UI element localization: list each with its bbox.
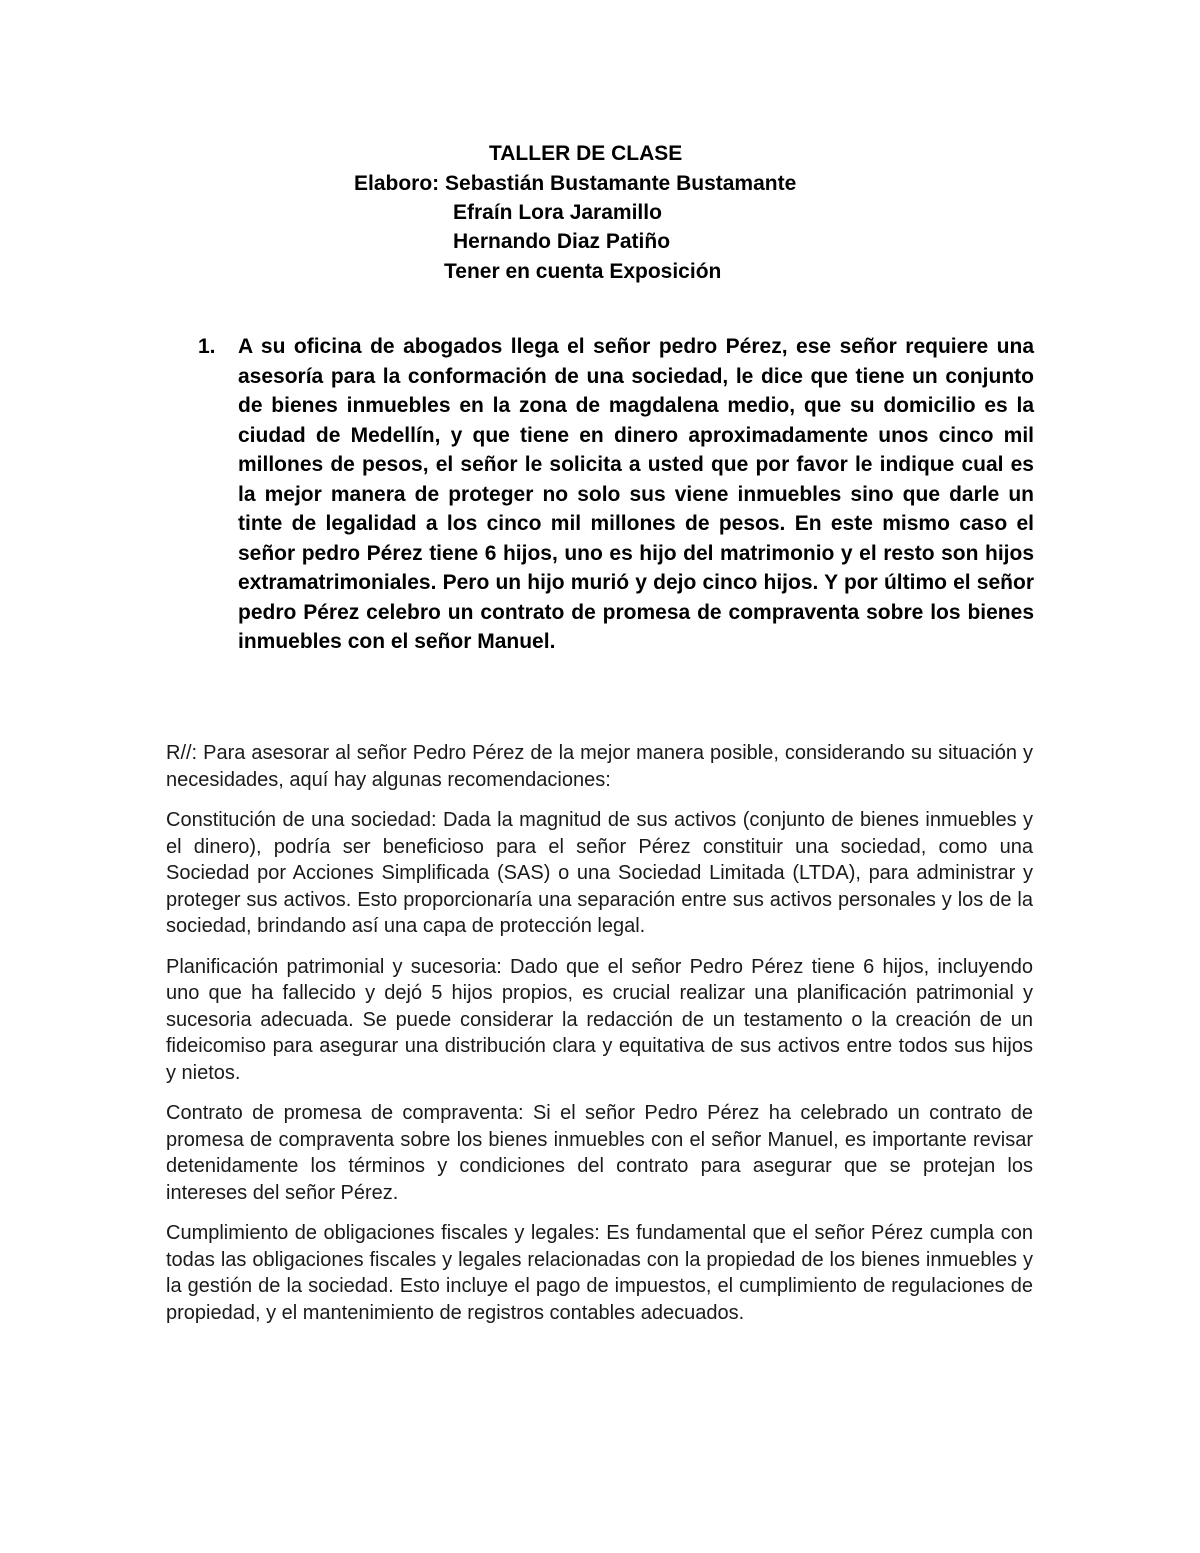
answer-paragraph-sociedad: Constitución de una sociedad: Dada la magnitud de sus activos (conjunto de bienes inmuebles y el dinero), podría ser beneficioso para el señor Pérez constituir una sociedad, como una Sociedad por Acciones Simplificada (SAS) o una Sociedad Limitada (LTDA), para administrar y proteger sus activos. Esto proporcionaría una separación entre sus activos personales y los de la sociedad, brindando así una capa de protección legal. — [166, 809, 1033, 937]
answer-paragraph-obligaciones: Cumplimiento de obligaciones fiscales y legales: Es fundamental que el señor Pérez cumpla con todas las obligaciones fiscales y legales relacionadas con la propiedad de los bienes inmuebles y la gestión de la sociedad. Esto incluye el pago de impuestos, el cumplimiento de regulaciones de propiedad, y el mantenimiento de registros contables adecuados. — [166, 1222, 1033, 1324]
author-name-3: Hernando Diaz Patiño — [453, 230, 671, 253]
exposition-note: Tener en cuenta Exposición — [444, 260, 722, 283]
document-title: TALLER DE CLASE — [489, 142, 683, 165]
author-line: Elaboro: Sebastián Bustamante Bustamante — [354, 172, 797, 195]
question-text: A su oficina de abogados llega el señor pedro Pérez, ese señor requiere una asesoría para la conformación de una sociedad, le dice que tiene un conjunto de bienes inmuebles en la zona de magdalena medio, que su domicilio es la ciudad de Medellín, y que tiene en dinero aproximadamente unos cinco mil millones de pesos, el señor le solicita a usted que por favor le indique cual es la mejor manera de proteger no solo sus viene inmuebles sino que darle un tinte de legalidad a los cinco mil millones de pesos. En este mismo caso el señor pedro Pérez tiene 6 hijos, uno es hijo del matrimonio y el resto son hijos extramatrimoniales. Pero un hijo murió y dejo cinco hijos. Y por último el señor pedro Pérez celebro un contrato de promesa de compraventa sobre los bienes inmuebles con el señor Manuel. — [238, 335, 1034, 653]
answer-paragraph-promesa: Contrato de promesa de compraventa: Si el señor Pedro Pérez ha celebrado un contrato de promesa de compraventa sobre los bienes inmuebles con el señor Manuel, es importante revisar detenidamente los términos y condiciones del contrato para asegurar que se protejan los intereses del señor Pérez. — [166, 1102, 1033, 1204]
question-item — [198, 332, 1034, 657]
question-number: 1. — [198, 335, 216, 358]
answer-paragraph-sucesoria: Planificación patrimonial y sucesoria: Dado que el señor Pedro Pérez tiene 6 hijos, incluyendo uno que ha fallecido y dejó 5 hijos propios, es crucial realizar una planificación patrimonial y sucesoria adecuada. Se puede considerar la redacción de un testamento o la creación de un fideicomiso para asegurar una distribución clara y equitativa de sus activos entre todos sus hijos y nietos. — [166, 955, 1033, 1084]
author-name-2: Efraín Lora Jaramillo — [453, 201, 662, 224]
answer-section — [166, 740, 1033, 1340]
answer-intro: R//: Para asesorar al señor Pedro Pérez de la mejor manera posible, considerando su situación y necesidades, aquí hay algunas recomendaciones: — [166, 742, 1033, 791]
